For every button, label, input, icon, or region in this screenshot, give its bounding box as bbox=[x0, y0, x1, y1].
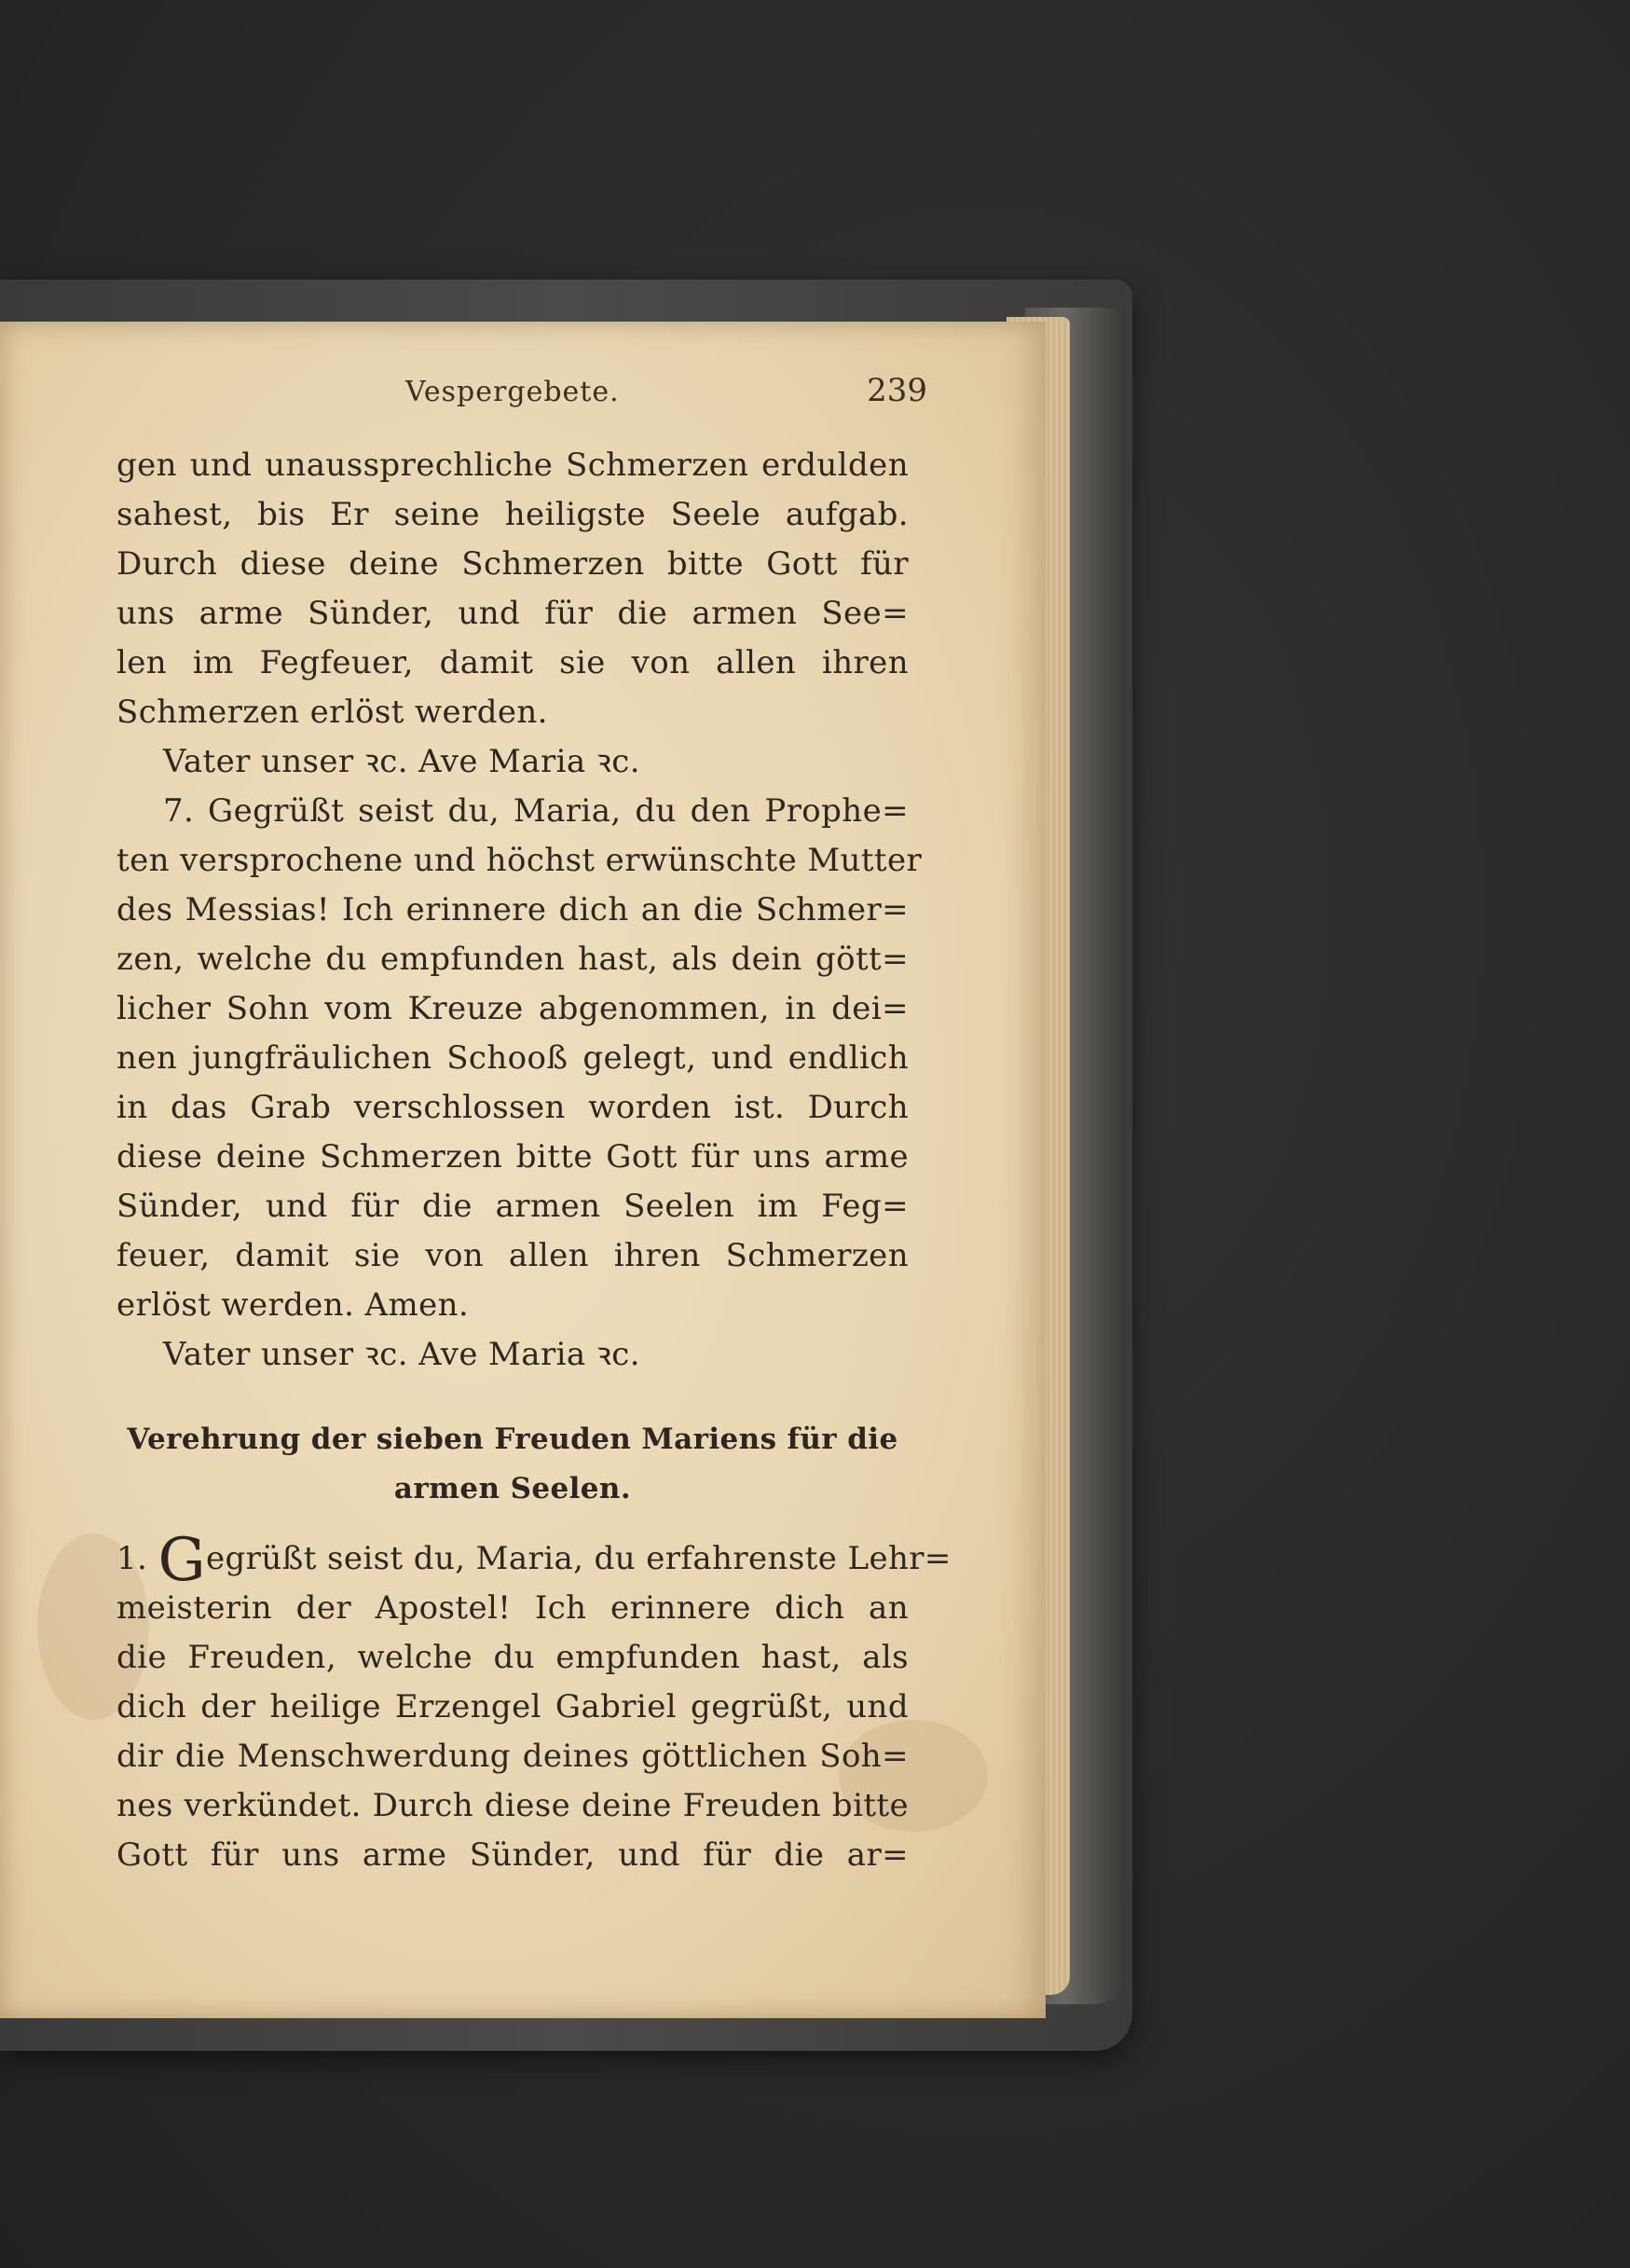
book-page bbox=[0, 322, 1046, 2018]
body-text bbox=[116, 441, 952, 1880]
text-line: len im Fegfeuer, damit sie von allen ihren bbox=[116, 644, 909, 681]
section-heading bbox=[116, 1415, 909, 1514]
prayer-line: Vater unser ꝛc. Ave Maria ꝛc. bbox=[163, 1336, 640, 1373]
text-line: Sünder, und für die armen Seelen im Feg= bbox=[116, 1188, 909, 1225]
drop-cap: G bbox=[158, 1526, 206, 1595]
text-line: Gott für uns arme Sünder, und für die ar= bbox=[116, 1836, 909, 1874]
text-line: diese deine Schmerzen bitte Gott für uns arme bbox=[116, 1138, 909, 1175]
text-line: 7. Gegrüßt seist du, Maria, du den Prophe= bbox=[163, 792, 909, 830]
text-line: feuer, damit sie von allen ihren Schmerzen bbox=[116, 1237, 909, 1274]
text-line: ten versprochene und höchst erwünschte Mutter bbox=[116, 842, 923, 879]
text-line: meisterin der Apostel! Ich erinnere dich an bbox=[116, 1589, 909, 1627]
text-line: zen, welche du empfunden hast, als dein gött= bbox=[116, 941, 909, 978]
text-line: die Freuden, welche du empfunden hast, als bbox=[116, 1639, 909, 1676]
page-header bbox=[116, 372, 927, 422]
prayer-line: Vater unser ꝛc. Ave Maria ꝛc. bbox=[163, 743, 640, 780]
text-line bbox=[116, 1526, 952, 1595]
section-heading-line: armen Seelen. bbox=[393, 1472, 632, 1505]
text-line: uns arme Sünder, und für die armen See= bbox=[116, 595, 909, 632]
text-line: sahest, bis Er seine heiligste Seele aufgab. bbox=[116, 496, 909, 533]
text-line: gen und unaussprechliche Schmerzen erdulden bbox=[116, 447, 909, 484]
page-number: 239 bbox=[867, 372, 927, 409]
text-fragment: egrüßt seist du, Maria, du erfahrenste Lehr= bbox=[206, 1540, 952, 1577]
text-line: nes verkündet. Durch diese deine Freuden bitte bbox=[116, 1787, 909, 1824]
text-line: nen jungfräulichen Schooß gelegt, und endlich bbox=[116, 1039, 909, 1077]
text-line: dir die Menschwerdung deines göttlichen Soh= bbox=[116, 1738, 909, 1775]
text-line: licher Sohn vom Kreuze abgenommen, in dei= bbox=[116, 990, 909, 1027]
text-line: dich der heilige Erzengel Gabriel gegrüßt, und bbox=[116, 1688, 909, 1725]
text-line: Schmerzen erlöst werden. bbox=[116, 694, 548, 731]
running-title: Vespergebete. bbox=[405, 376, 620, 408]
text-line: erlöst werden. Amen. bbox=[116, 1286, 470, 1324]
paragraph-number: 1. bbox=[116, 1540, 148, 1577]
text-line: in das Grab verschlossen worden ist. Durch bbox=[116, 1089, 909, 1126]
text-line: des Messias! Ich erinnere dich an die Schmer= bbox=[116, 891, 909, 928]
section-heading-line: Verehrung der sieben Freuden Mariens für die bbox=[127, 1423, 898, 1456]
text-line: Durch diese deine Schmerzen bitte Gott für bbox=[116, 545, 909, 583]
